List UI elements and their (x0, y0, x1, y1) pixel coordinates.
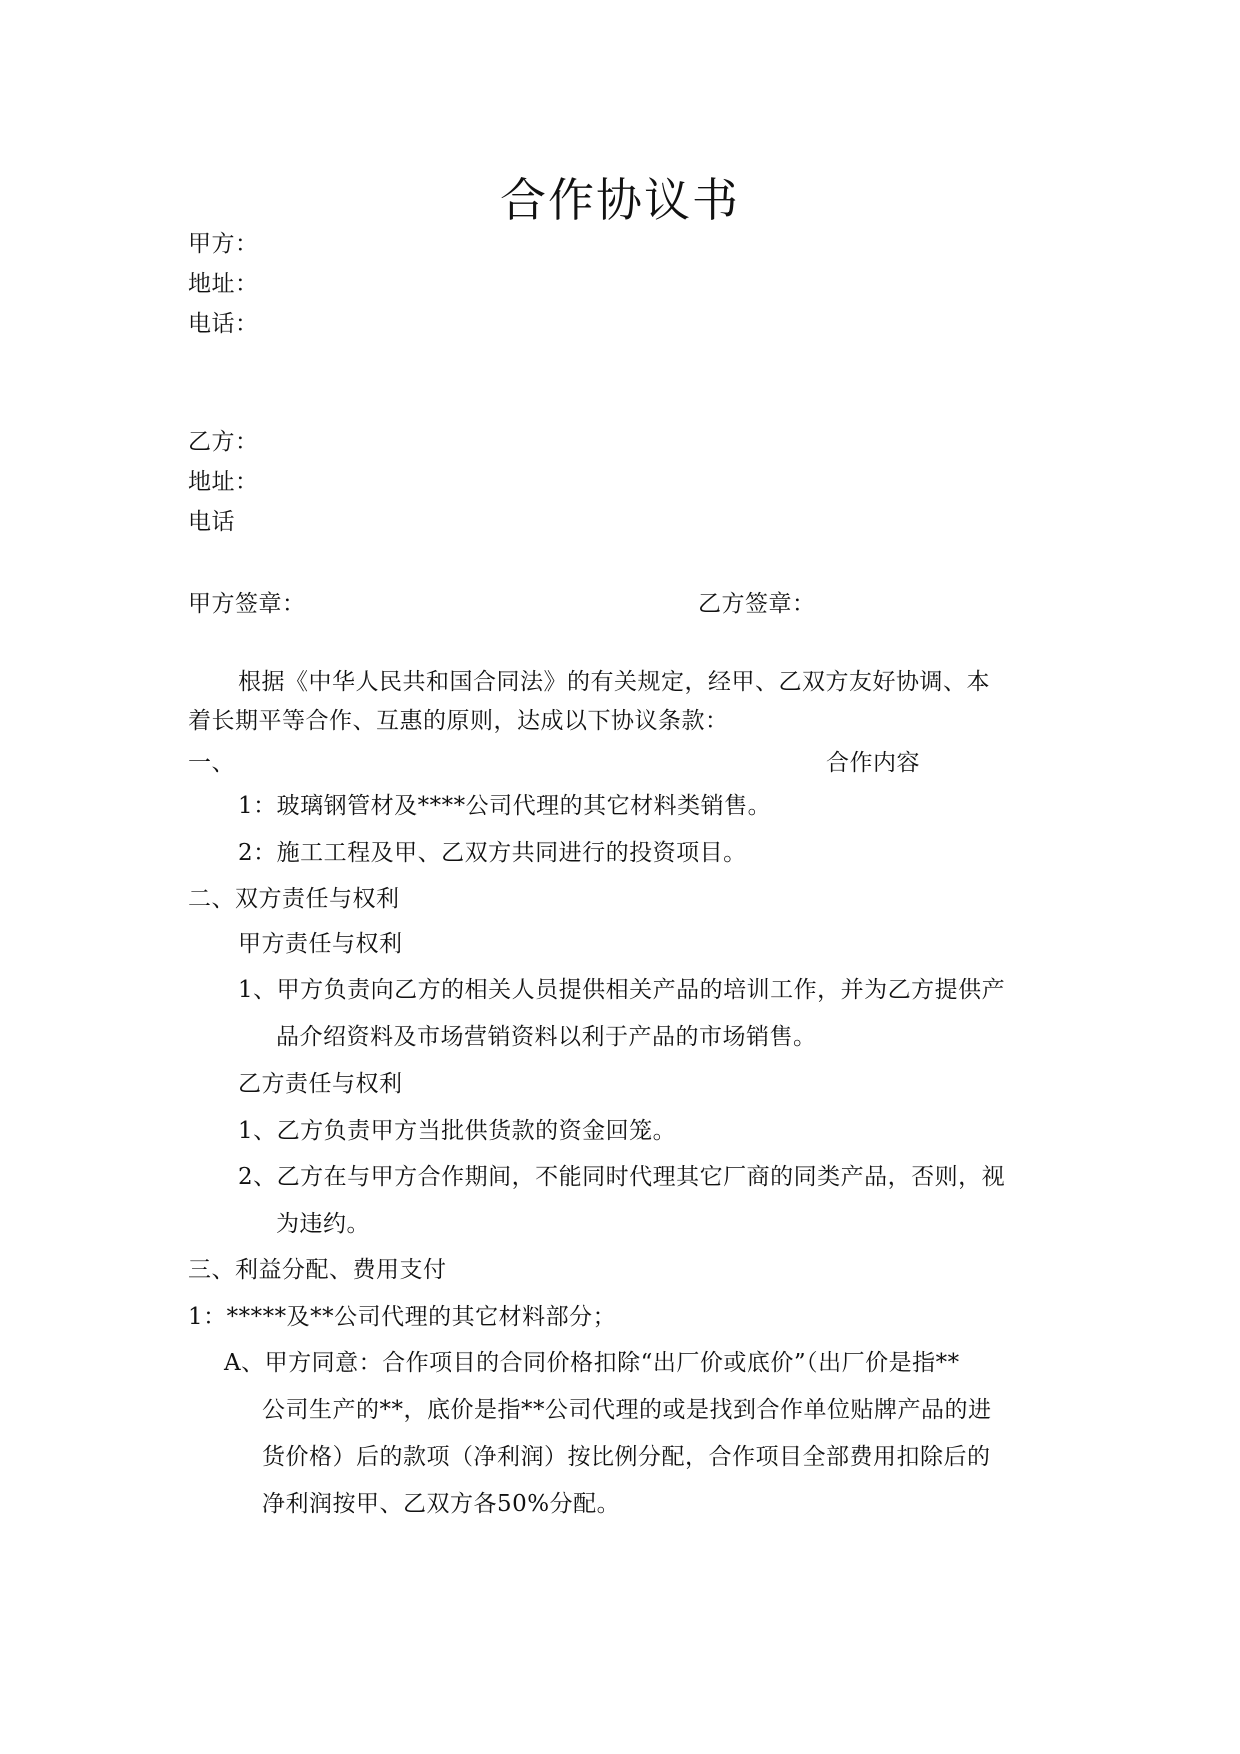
party-b-address: 地址： (188, 469, 259, 495)
section-1-item-1: 1：玻璃钢管材及****公司代理的其它材料类销售。 (238, 793, 772, 819)
party-b-signature: 乙方签章： (698, 591, 816, 617)
section-1-item-2: 2：施工工程及甲、乙双方共同进行的投资项目。 (238, 840, 747, 866)
party-b-label: 乙方： (188, 429, 259, 455)
section-3-item-1: 1：*****及**公司代理的其它材料部分； (188, 1304, 617, 1330)
section-3-clause-a-line-3: 货价格）后的款项（净利润）按比例分配，合作项目全部费用扣除后的 (262, 1444, 991, 1470)
party-b-duty-2-line-2: 为违约。 (276, 1211, 370, 1237)
party-b-duty-2-line-1: 2、乙方在与甲方合作期间，不能同时代理其它厂商的同类产品，否则，视 (238, 1164, 1006, 1190)
preamble-line-2: 着长期平等合作、互惠的原则，达成以下协议条款： (188, 708, 729, 734)
party-a-address: 地址： (188, 271, 259, 297)
section-2-heading: 二、双方责任与权利 (188, 886, 400, 912)
party-a-signature: 甲方签章： (188, 591, 306, 617)
section-1-heading: 合作内容 (826, 750, 920, 776)
party-a-duties-heading: 甲方责任与权利 (238, 931, 403, 957)
party-a-phone: 电话： (188, 311, 259, 337)
section-3-clause-a-line-4: 净利润按甲、乙双方各50%分配。 (262, 1491, 621, 1517)
section-3-clause-a-line-1: A、甲方同意：合作项目的合同价格扣除“出厂价或底价”（出厂价是指** (224, 1350, 960, 1376)
section-1-number: 一、 (188, 750, 235, 776)
party-b-duties-heading: 乙方责任与权利 (238, 1071, 403, 1097)
party-b-duty-1: 1、乙方负责甲方当批供货款的资金回笼。 (238, 1118, 677, 1144)
party-a-label: 甲方： (188, 231, 259, 257)
document-title: 合作协议书 (500, 173, 740, 227)
party-b-phone: 电话 (188, 509, 235, 535)
section-3-heading: 三、利益分配、费用支付 (188, 1257, 447, 1283)
party-a-duty-1-line-2: 品介绍资料及市场营销资料以利于产品的市场销售。 (276, 1024, 817, 1050)
section-3-clause-a-line-2: 公司生产的**，底价是指**公司代理的或是找到合作单位贴牌产品的进 (262, 1397, 992, 1423)
party-a-duty-1-line-1: 1、甲方负责向乙方的相关人员提供相关产品的培训工作，并为乙方提供产 (238, 977, 1006, 1003)
preamble-line-1: 根据《中华人民共和国合同法》的有关规定，经甲、乙双方友好协调、本 (238, 669, 990, 695)
